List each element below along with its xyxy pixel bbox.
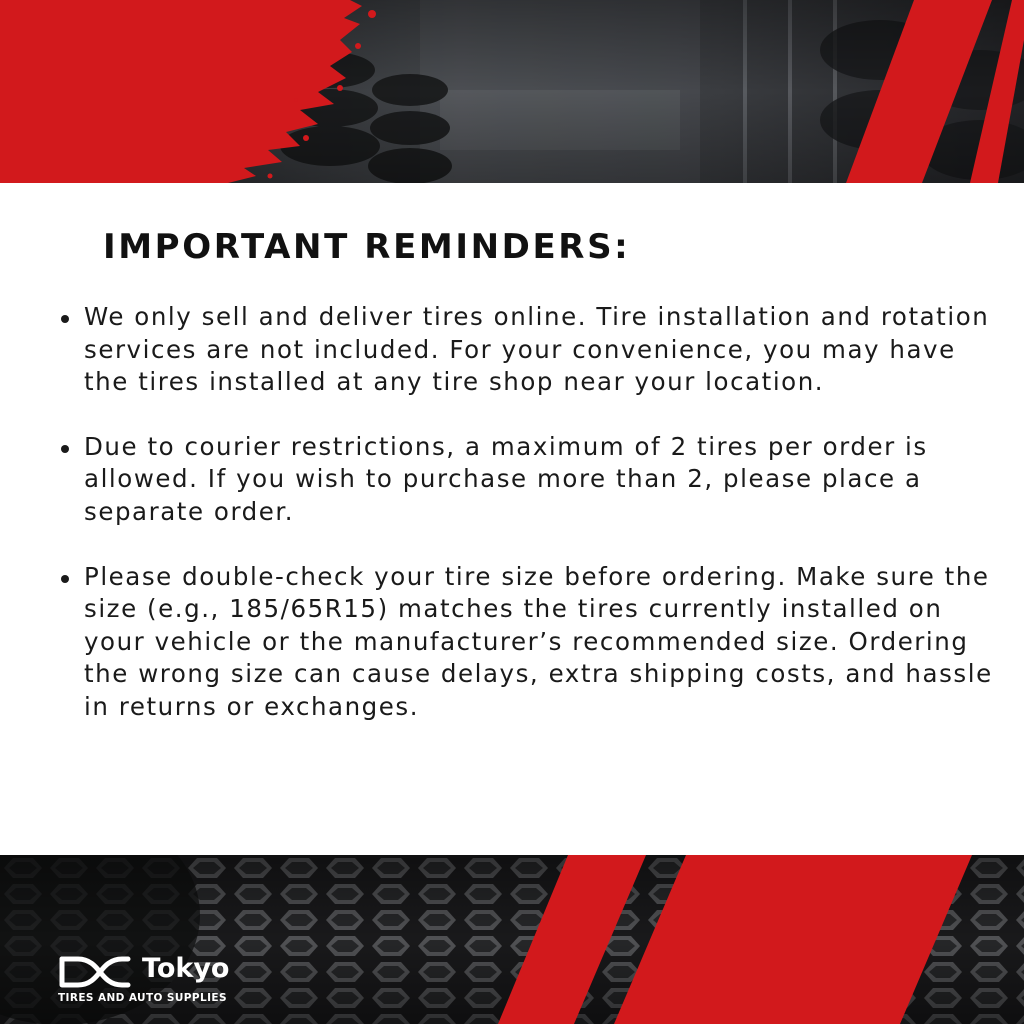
- reminders-panel: [0, 183, 1024, 855]
- top-banner: [0, 0, 1024, 183]
- reminder-text: Due to courier restrictions, a maximum of 2 tires per order is allowed. If you wish to purchase more than 2, please place a separate order.: [84, 431, 928, 526]
- dc-loop-logo-icon: [58, 955, 132, 989]
- bullet-dot-icon: [61, 445, 69, 453]
- list-item: [84, 301, 1004, 399]
- brand-tagline: TIRES AND AUTO SUPPLIES: [58, 992, 227, 1004]
- list-item: [84, 431, 1004, 529]
- bullet-dot-icon: [61, 315, 69, 323]
- brand-name: Tokyo: [142, 953, 230, 984]
- bullet-dot-icon: [61, 575, 69, 583]
- bottom-banner: [0, 855, 1024, 1024]
- top-banner-graphic: [0, 0, 1024, 183]
- reminder-text: Please double-check your tire size before ordering. Make sure the size (e.g., 185/65R15) matches the tires currently installed on your vehicle or the manufacturer’s recommended size. Ordering the wrong size can cause delays, extra shipping costs, and hassle in returns or exchanges.: [84, 561, 993, 721]
- reminder-text: We only sell and deliver tires online. Tire installation and rotation services are not included. For your convenience, you may have the tires installed at any tire shop near your location.: [84, 302, 990, 397]
- page-title: IMPORTANT REMINDERS:: [103, 227, 631, 267]
- reminders-list: [84, 301, 1004, 756]
- list-item: [84, 561, 1004, 724]
